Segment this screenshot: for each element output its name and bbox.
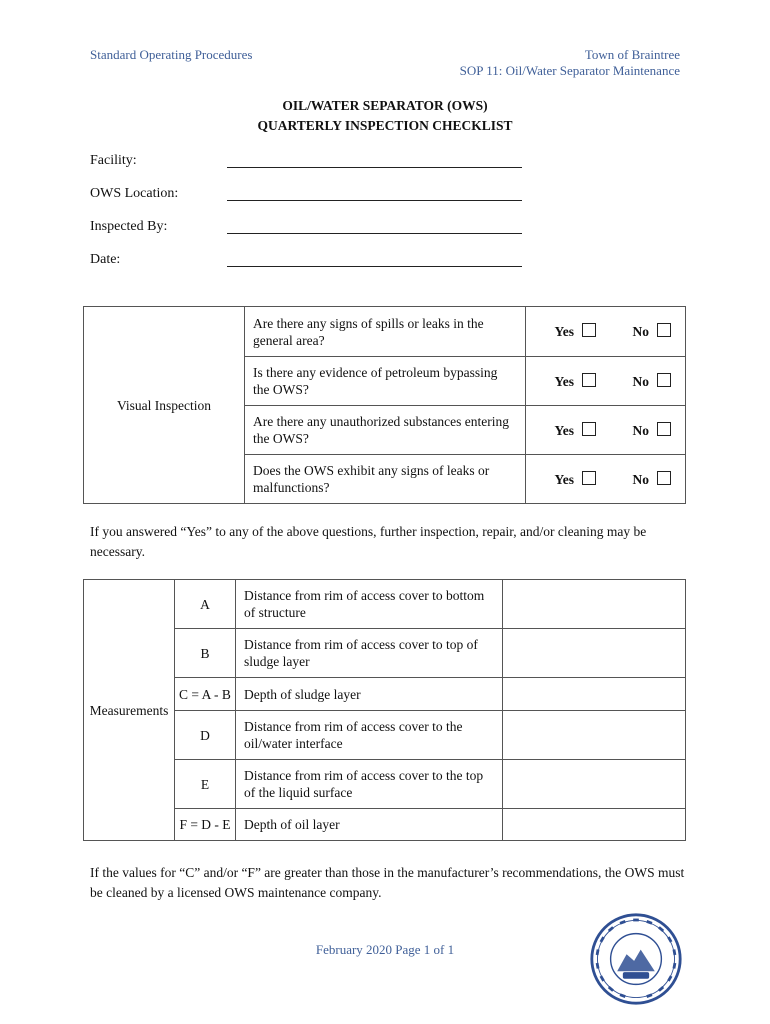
header-right	[460, 47, 680, 79]
table-row	[84, 809, 686, 841]
no-option-4[interactable]	[602, 455, 686, 504]
yes-option-3[interactable]	[526, 406, 602, 455]
no-option-3[interactable]	[602, 406, 686, 455]
yes-label: Yes	[554, 422, 574, 438]
question-3: Are there any unauthorized substances entering the OWS?	[245, 406, 526, 455]
measurement-code-b: B	[175, 629, 236, 678]
measurement-value-e[interactable]	[503, 760, 686, 809]
facility-label: Facility:	[90, 153, 137, 168]
measurement-value-d[interactable]	[503, 711, 686, 760]
facility-blank-line[interactable]	[227, 167, 522, 168]
measurement-code-c: C = A - B	[175, 678, 236, 711]
no-checkbox-1[interactable]	[657, 323, 671, 337]
question-4: Does the OWS exhibit any signs of leaks or malfunctions?	[245, 455, 526, 504]
yes-option-4[interactable]	[526, 455, 602, 504]
header-left: Standard Operating Procedures	[90, 47, 253, 62]
measurement-desc-f: Depth of oil layer	[236, 809, 503, 841]
measurement-value-c[interactable]	[503, 678, 686, 711]
ows-location-blank-line[interactable]	[227, 200, 522, 201]
yes-option-1[interactable]	[526, 307, 602, 357]
no-option-1[interactable]	[602, 307, 686, 357]
no-option-2[interactable]	[602, 357, 686, 406]
measurement-desc-b: Distance from rim of access cover to top of sludge layer	[236, 629, 503, 678]
header-sop: SOP 11: Oil/Water Separator Maintenance	[459, 63, 680, 78]
yes-checkbox-1[interactable]	[582, 323, 596, 337]
question-2: Is there any evidence of petroleum bypassing the OWS?	[245, 357, 526, 406]
measurement-desc-e: Distance from rim of access cover to the top of the liquid surface	[236, 760, 503, 809]
table-row	[84, 678, 686, 711]
town-seal-icon	[589, 912, 683, 1006]
inspection-note: If you answered “Yes” to any of the above questions, further inspection, repair, and/or cleaning may be necessary.	[90, 524, 647, 559]
measurement-code-a: A	[175, 580, 236, 629]
table-row	[84, 307, 686, 357]
no-label: No	[632, 422, 649, 438]
measurement-code-d: D	[175, 711, 236, 760]
yes-label: Yes	[554, 471, 574, 487]
table-row	[84, 629, 686, 678]
measurements-category: Measurements	[84, 580, 175, 841]
page-footer: February 2020 Page 1 of 1	[315, 942, 455, 957]
no-checkbox-3[interactable]	[657, 422, 671, 436]
measurement-desc-d: Distance from rim of access cover to the oil/water interface	[236, 711, 503, 760]
table-row	[84, 580, 686, 629]
measurement-value-b[interactable]	[503, 629, 686, 678]
no-checkbox-4[interactable]	[657, 471, 671, 485]
cleaning-note: If the values for “C” and/or “F” are greater than those in the manufacturer’s recommendations, the OWS must be cleaned by a licensed OWS maintenance company.	[90, 865, 685, 900]
yes-label: Yes	[554, 373, 574, 389]
document-title	[0, 96, 770, 136]
table-row	[84, 711, 686, 760]
measurement-value-f[interactable]	[503, 809, 686, 841]
no-label: No	[632, 471, 649, 487]
measurement-desc-c: Depth of sludge layer	[236, 678, 503, 711]
measurement-value-a[interactable]	[503, 580, 686, 629]
yes-label: Yes	[554, 324, 574, 339]
date-label: Date:	[90, 252, 121, 267]
header-town: Town of Braintree	[584, 47, 680, 62]
no-checkbox-2[interactable]	[657, 373, 671, 387]
table-row	[84, 760, 686, 809]
question-1: Are there any signs of spills or leaks in the general area?	[245, 307, 526, 357]
yes-option-2[interactable]	[526, 357, 602, 406]
measurements-table	[83, 579, 686, 841]
measurement-code-e: E	[175, 760, 236, 809]
visual-inspection-table	[83, 306, 686, 504]
ows-location-label: OWS Location:	[90, 186, 179, 201]
title-line-2: QUARTERLY INSPECTION CHECKLIST	[257, 118, 513, 133]
date-blank-line[interactable]	[227, 266, 522, 267]
measurement-desc-a: Distance from rim of access cover to bottom of structure	[236, 580, 503, 629]
no-label: No	[632, 324, 649, 339]
measurement-code-f: F = D - E	[175, 809, 236, 841]
inspected-by-label: Inspected By:	[90, 219, 168, 234]
title-line-1: OIL/WATER SEPARATOR (OWS)	[282, 98, 488, 113]
yes-checkbox-3[interactable]	[582, 422, 596, 436]
inspected-by-blank-line[interactable]	[227, 233, 522, 234]
yes-checkbox-4[interactable]	[582, 471, 596, 485]
yes-checkbox-2[interactable]	[582, 373, 596, 387]
visual-inspection-category: Visual Inspection	[84, 307, 245, 504]
no-label: No	[632, 373, 649, 389]
